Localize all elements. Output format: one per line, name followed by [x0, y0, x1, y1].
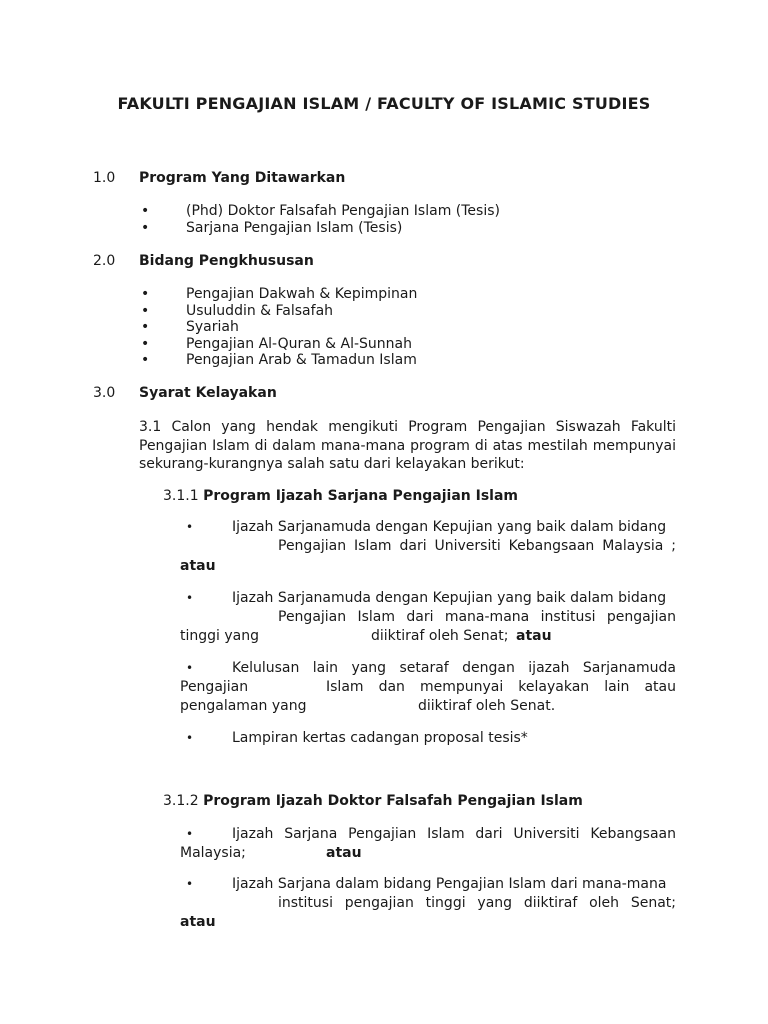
requirement-text: Pengajian Islam dari Universiti Kebangsaan Malaysia ;: [278, 538, 676, 554]
or-label: atau: [180, 558, 216, 574]
requirement-text: Kelulusan lain yang setaraf dengan ijazah Sarjanamuda: [232, 660, 676, 676]
section-number: 2.0: [93, 253, 116, 269]
requirement-text: pengalaman yang: [180, 698, 307, 714]
list-item: • Pengajian Arab & Tamadun Islam: [141, 352, 417, 368]
section-number: 3.0: [93, 385, 116, 401]
bullet-icon: •: [186, 591, 194, 605]
bullet-icon: •: [141, 286, 150, 302]
list-item: • Syariah: [141, 319, 239, 335]
requirement-text: Lampiran kertas cadangan proposal tesis*: [232, 730, 528, 746]
program-list: [141, 203, 500, 236]
bullet-icon: •: [141, 319, 150, 335]
or-label: atau: [516, 628, 552, 644]
section-title: Bidang Pengkhususan: [139, 253, 314, 269]
bullet-icon: •: [186, 520, 194, 534]
requirement-text: institusi pengajian tinggi yang diiktiraf oleh Senat;: [278, 895, 676, 911]
list-item: • Pengajian Al-Quran & Al-Sunnah: [141, 335, 413, 352]
eligibility-intro: 3.1 Calon yang hendak mengikuti Program Pengajian Siswazah Fakulti Pengajian Islam di dalam mana-mana program di atas mestilah mempunyai sekurang-kurangnya salah satu dari kelayakan berikut:: [139, 419, 676, 472]
bullet-icon: •: [186, 661, 194, 675]
specialization-list: [141, 286, 417, 369]
requirement-text: Pengajian: [180, 679, 249, 695]
requirement-text: Pengajian Islam dari mana-mana institusi pengajian: [278, 609, 676, 625]
section-number: 1.0: [93, 170, 116, 186]
requirement-text: Ijazah Sarjana Pengajian Islam dari Universiti Kebangsaan: [232, 826, 676, 842]
bullet-icon: •: [141, 352, 150, 368]
or-label: atau: [180, 914, 216, 930]
or-label: atau: [326, 845, 362, 861]
requirement-text: Ijazah Sarjanamuda dengan Kepujian yang baik dalam bidang: [232, 590, 667, 606]
bullet-icon: •: [186, 827, 194, 841]
bullet-icon: •: [186, 877, 194, 891]
requirement-text: diiktiraf oleh Senat.: [418, 698, 556, 714]
requirement-text: Malaysia;: [180, 845, 246, 861]
requirement-text: Ijazah Sarjanamuda dengan Kepujian yang baik dalam bidang: [232, 519, 667, 535]
requirement-text: tinggi yang: [180, 628, 259, 644]
list-item: • (Phd) Doktor Falsafah Pengajian Islam (Tesis): [141, 203, 500, 219]
bullet-icon: •: [141, 219, 150, 236]
page-title: FAKULTI PENGAJIAN ISLAM / FACULTY OF ISLAMIC STUDIES: [117, 94, 651, 113]
subsection-heading: 3.1.1 Program Ijazah Sarjana Pengajian Islam: [163, 488, 519, 504]
subsection-heading: 3.1.2 Program Ijazah Doktor Falsafah Pengajian Islam: [163, 793, 583, 809]
section-title: Program Yang Ditawarkan: [139, 170, 346, 186]
requirement-text: Ijazah Sarjana dalam bidang Pengajian Islam dari mana-mana: [232, 876, 667, 892]
bullet-icon: •: [186, 731, 194, 745]
requirement-text: diiktiraf oleh Senat;: [371, 628, 509, 644]
list-item: • Pengajian Dakwah & Kepimpinan: [141, 286, 418, 302]
bullet-icon: •: [141, 302, 150, 319]
section-title: Syarat Kelayakan: [139, 385, 277, 401]
list-item: • Usuluddin & Falsafah: [141, 302, 334, 319]
bullet-icon: •: [141, 335, 150, 352]
list-item: • Sarjana Pengajian Islam (Tesis): [141, 219, 403, 236]
requirement-text: Islam dan mempunyai kelayakan lain atau: [326, 679, 676, 695]
bullet-icon: •: [141, 203, 150, 219]
